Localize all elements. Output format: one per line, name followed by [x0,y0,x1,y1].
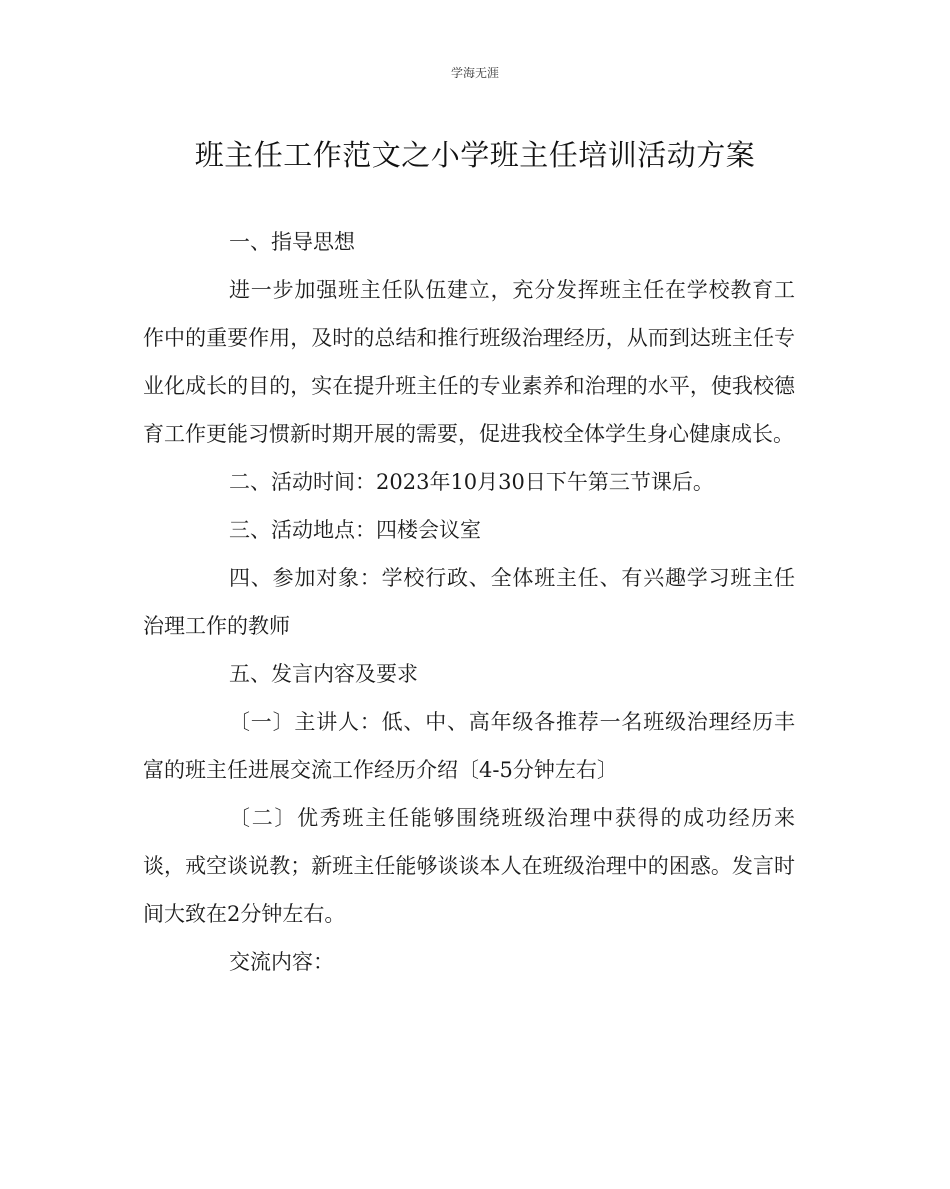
paragraph-guiding-ideology: 进一步加强班主任队伍建立，充分发挥班主任在学校教育工作中的重要作用，及时的总结和推行班级治理经历，从而到达班主任专业化成长的目的，实在提升班主任的专业素养和治理的水平，使我校德育工作更能习惯新时期开展的需要，促进我校全体学生身心健康成长。 [143,278,795,446]
exchange-content-heading: 交流内容： [229,950,334,974]
page-header: 学海无涯 [450,66,499,80]
section-heading-speech-content: 五、发言内容及要求 [229,662,418,686]
speech-item-2: 〔二〕优秀班主任能够围绕班级治理中获得的成功经历来谈，戒空谈说教；新班主任能够谈谈本人在班级治理中的困惑。发言时间大致在2分钟左右。 [143,806,795,926]
document-title: 班主任工作范文之小学班主任培训活动方案 [194,138,756,172]
document-body [143,218,795,986]
speech-item-1: 〔一〕主讲人：低、中、高年级各推荐一名班级治理经历丰富的班主任进展交流工作经历介绍〔4-5分钟左右〕 [143,710,795,782]
section-heading-guiding-ideology: 一、指导思想 [229,230,355,254]
activity-time: 二、活动时间：2023年10月30日下午第三节课后。 [229,470,714,494]
participants: 四、参加对象：学校行政、全体班主任、有兴趣学习班主任治理工作的教师 [143,566,795,638]
activity-location: 三、活动地点：四楼会议室 [229,518,481,542]
